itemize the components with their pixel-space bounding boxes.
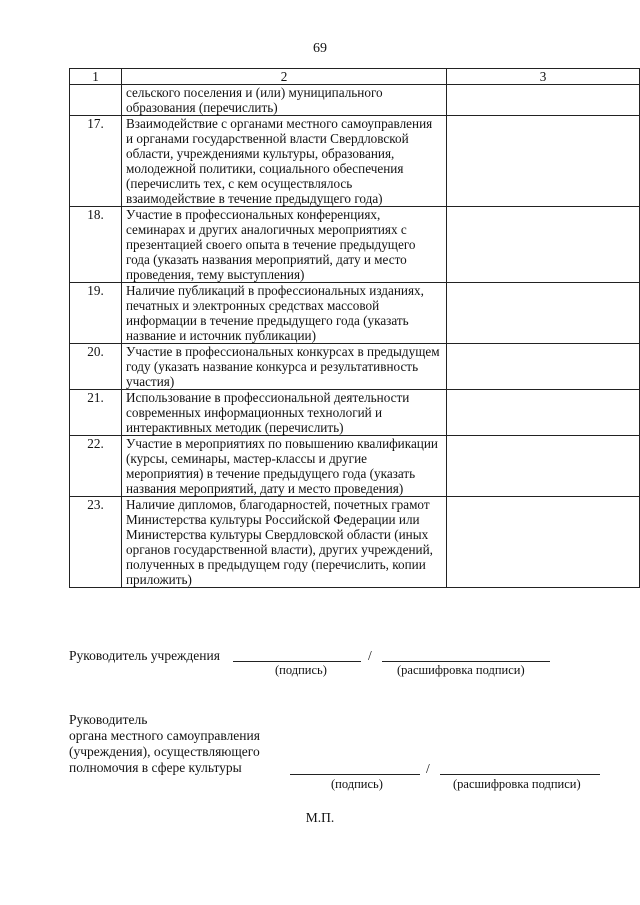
table-row [70,497,640,588]
row-text: Участие в профессиональных конференциях, семинарах и других аналогичных мероприятиях с презентацией своего опыта в течение предыдущего года (указать названия мероприятий, дату и место проведения, тему выступления) [122,207,447,283]
table-row [70,344,640,390]
signature2-decode-line[interactable] [440,774,600,775]
signature1-caption-signature: (подпись) [275,663,327,677]
table-row [70,207,640,283]
signature1-decode-line[interactable] [382,661,550,662]
row-number: 19. [70,283,122,344]
signature2-sign-line[interactable] [290,774,420,775]
signature2-label-line: полномочия в сфере культуры [69,760,242,775]
row-value[interactable] [447,436,640,497]
row-number: 23. [70,497,122,588]
table-row [70,390,640,436]
row-number: 17. [70,116,122,207]
row-text: сельского поселения и (или) муниципального образования (перечислить) [122,85,447,116]
header-col-3: 3 [447,69,640,85]
row-value[interactable] [447,85,640,116]
row-value[interactable] [447,283,640,344]
signature1-label: Руководитель учреждения [69,648,220,663]
row-value[interactable] [447,497,640,588]
stamp-mark: М.П. [305,810,335,825]
signature2-label-line: органа местного самоуправления [69,728,260,743]
table-row [70,85,640,116]
signature1-slash: / [368,648,372,663]
row-value[interactable] [447,390,640,436]
page-number: 69 [313,41,327,56]
signature2-slash: / [426,761,430,776]
signature2-caption-decode: (расшифровка подписи) [453,777,581,791]
row-text: Участие в мероприятиях по повышению квалификации (курсы, семинары, мастер-классы и другие мероприятия) в течение предыдущего года (указать названия мероприятий, дату и место проведения) [122,436,447,497]
table-row [70,436,640,497]
signature2-caption-signature: (подпись) [331,777,383,791]
header-col-2: 2 [122,69,447,85]
form-table [69,68,640,588]
row-number: 21. [70,390,122,436]
row-text: Взаимодействие с органами местного самоуправления и органами государственной власти Свердловской области, учреждениями культуры, образования, молодежной политики, социального обеспечения (перечислить тех, с кем осуществлялось взаимодействие в течение предыдущего года) [122,116,447,207]
signature2-label [69,712,260,776]
row-number: 18. [70,207,122,283]
row-number: 22. [70,436,122,497]
table-row [70,283,640,344]
row-text: Наличие публикаций в профессиональных изданиях, печатных и электронных средствах массовой информации в течение предыдущего года (указать название и источник публикации) [122,283,447,344]
table-row [70,116,640,207]
row-text: Использование в профессиональной деятельности современных информационных технологий и интерактивных методик (перечислить) [122,390,447,436]
row-number [70,85,122,116]
row-value[interactable] [447,116,640,207]
row-text: Наличие дипломов, благодарностей, почетных грамот Министерства культуры Российской Федерации или Министерства культуры Свердловской области (иных органов государственной власти), других учреждений, полученных в предыдущем году (перечислить, копии приложить) [122,497,447,588]
table-header-row [70,69,640,85]
header-col-1: 1 [70,69,122,85]
signature2-label-line: (учреждения), осуществляющего [69,744,260,759]
row-number: 20. [70,344,122,390]
signature1-caption-decode: (расшифровка подписи) [397,663,525,677]
row-value[interactable] [447,207,640,283]
signature1-sign-line[interactable] [233,661,361,662]
row-text: Участие в профессиональных конкурсах в предыдущем году (указать название конкурса и результативность участия) [122,344,447,390]
signature2-label-line: Руководитель [69,712,148,727]
row-value[interactable] [447,344,640,390]
